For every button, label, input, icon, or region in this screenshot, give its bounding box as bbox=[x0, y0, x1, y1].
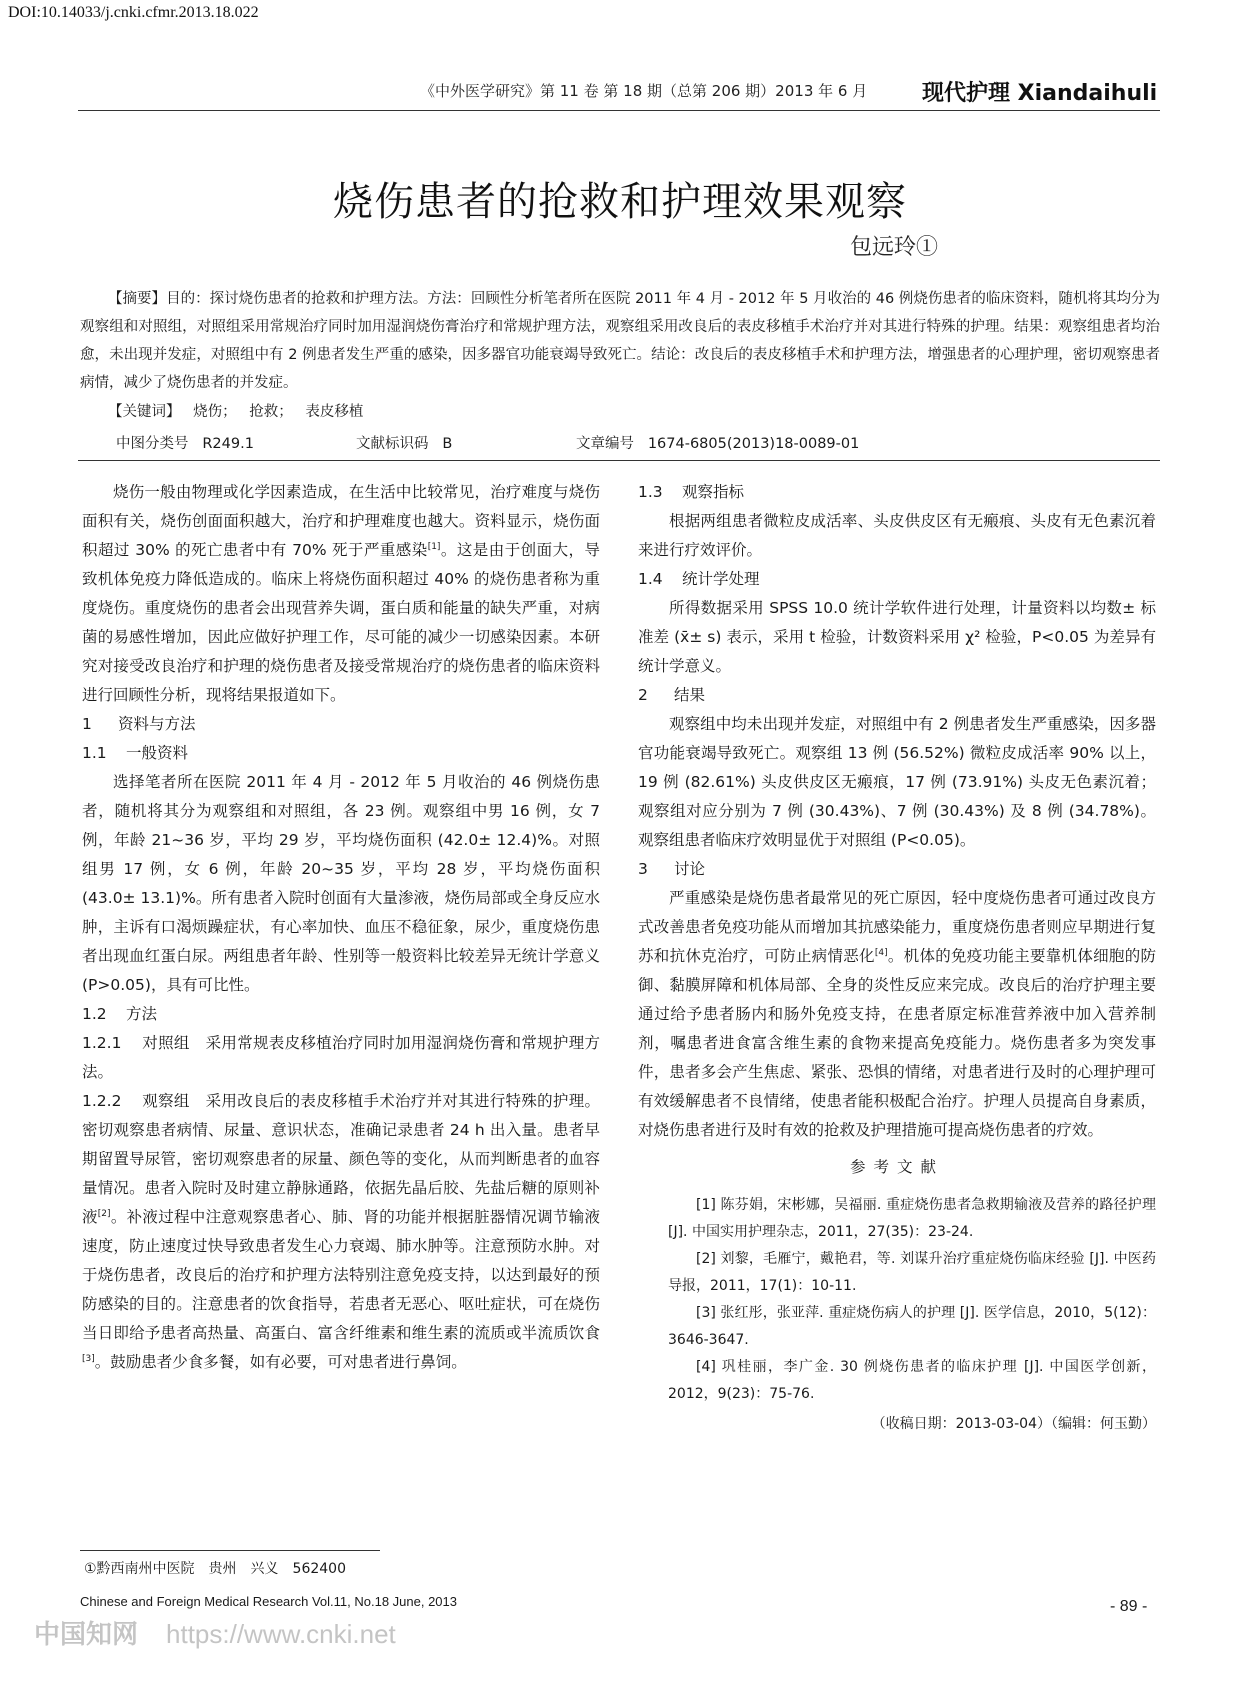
subsection-heading: 1.3 观察指标 bbox=[638, 483, 745, 501]
abstract bbox=[80, 285, 1160, 397]
subsection-heading: 1.4 统计学处理 bbox=[638, 570, 760, 588]
keyword: 表皮移植 bbox=[305, 404, 364, 420]
keyword: 烧伤； bbox=[193, 404, 237, 420]
header-rule bbox=[78, 110, 1160, 111]
subsection-heading: 1.1 一般资料 bbox=[82, 744, 189, 762]
reference-item: [1] 陈芬娟，宋彬娜，吴福丽. 重症烧伤患者急救期输液及营养的路径护理 [J]. 中国实用护理杂志，2011，27(35)：23-24. bbox=[668, 1197, 1156, 1240]
indicators-paragraph: 根据两组患者微粒皮成活率、头皮供皮区有无瘢痕、头皮有无色素沉着来进行疗效评价。 bbox=[638, 512, 1156, 559]
subsection-heading: 1.2 方法 bbox=[82, 1005, 158, 1023]
watermark-url: https://www.cnki.net bbox=[166, 1619, 396, 1649]
abstract-text: 目的：探讨烧伤患者的抢救和护理方法。方法：回顾性分析笔者所在医院 2011 年 4 月 - 2012 年 5 月收治的 46 例烧伤患者的临床资料，随机将其均分为观察组和对照组，对照组采用常规治疗同时加用湿润烧伤膏治疗和常规护理方法，观察组采用改良后的表皮移植手术治疗并对其进行特殊的护理。结果：观察组患者均治愈，未出现并发症，对照组中有 2 例患者发生严重的感染，因多器官功能衰竭导致死亡。结论：改良后的表皮移植手术和护理方法，增强患者的心理护理，密切观察患者病情，减少了烧伤患者的并发症。 bbox=[80, 291, 1161, 391]
reference-item: [3] 张红彤，张亚萍. 重症烧伤病人的护理 [J]. 医学信息，2010，5(12)：3646-3647. bbox=[668, 1305, 1156, 1348]
statistics-paragraph: 所得数据采用 SPSS 10.0 统计学软件进行处理，计量资料以均数± 标准差 (x̄± s) 表示，采用 t 检验，计数资料采用 χ² 检验，P<0.05 为差异有统计学意义。 bbox=[638, 599, 1156, 675]
observation-group-paragraph: 1.2.2 观察组 采用改良后的表皮移植手术治疗并对其进行特殊的护理。密切观察患者病情、尿量、意识状态，准确记录患者 24 h 出入量。患者早期留置导尿管，密切观察患者的尿量、颜色等的变化，从而判断患者的血容量情况。患者入院时及时建立静脉通路，依据先晶后胶、先盐后糖的原则补液[2]。补液过程中注意观察患者心、肺、肾的功能并根据脏器情况调节输液速度，防止速度过快导致患者发生心力衰竭、肺水肿等。注意预防水肿。对于烧伤患者，改良后的治疗和护理方法特别注意免疫支持，以达到最好的预防感染的目的。注意患者的饮食指导，若患者无恶心、呕吐症状，可在烧伤当日即给予患者高热量、高蛋白、富含纤维素和维生素的流质或半流质饮食[3]。鼓励患者少食多餐，如有必要，可对患者进行鼻饲。 bbox=[82, 1092, 600, 1371]
citation: [3] bbox=[82, 1353, 95, 1364]
classification-line bbox=[116, 432, 859, 453]
intro-paragraph: 烧伤一般由物理或化学因素造成，在生活中比较常见，治疗难度与烧伤面积有关，烧伤创面面积越大，治疗和护理难度也越大。资料显示，烧伤面积超过 30% 的死亡患者中有 70% 死于严重感染[1]。这是由于创面大，导致机体免疫力降低造成的。临床上将烧伤面积超过 40% 的烧伤患者称为重度烧伤。重度烧伤的患者会出现营养失调，蛋白质和能量的缺失严重，对病菌的易感性增加，因此应做好护理工作，尽可能的减少一切感染因素。本研究对接受改良治疗和护理的烧伤患者及接受常规治疗的烧伤患者的临床资料进行回顾性分析，现将结果报道如下。 bbox=[82, 483, 600, 704]
section-heading: 3 讨论 bbox=[638, 860, 706, 878]
affiliation-footnote: ①黔西南州中医院 贵州 兴义 562400 bbox=[84, 1561, 346, 1577]
right-column bbox=[638, 478, 1156, 1439]
control-group-paragraph: 1.2.1 对照组 采用常规表皮移植治疗同时加用湿润烧伤膏和常规护理方法。 bbox=[82, 1034, 600, 1081]
abstract-label: 【摘要】 bbox=[108, 291, 167, 307]
reference-item: [2] 刘黎，毛雁宁，戴艳君，等. 刘谋升治疗重症烧伤临床经验 [J]. 中医药导报，2011，17(1)：10-11. bbox=[668, 1251, 1156, 1294]
article-id: 文章编号 1674-6805(2013)18-0089-01 bbox=[576, 436, 860, 452]
doi: DOI:10.14033/j.cnki.cfmr.2013.18.022 bbox=[8, 4, 259, 21]
watermark-name: 中国知网 bbox=[34, 1620, 139, 1650]
cnki-watermark bbox=[34, 1614, 396, 1651]
citation: [1] bbox=[427, 541, 441, 552]
section-heading: 2 结果 bbox=[638, 686, 706, 704]
article-title: 烧伤患者的抢救和护理效果观察 bbox=[333, 179, 907, 225]
section-tag: 现代护理 Xiandaihuli bbox=[922, 81, 1158, 106]
results-paragraph: 观察组中均未出现并发症，对照组中有 2 例患者发生严重感染，因多器官功能衰竭导致死亡。观察组 13 例 (56.52%) 微粒皮成活率 90% 以上，19 例 (82.61%) 头皮供皮区无瘢痕，17 例 (73.91%) 头皮无色素沉着；观察组对应分别为 7 例 (30.43%)、7 例 (30.43%) 及 8 例 (34.78%)。观察组患者临床疗效明显优于对照组 (P<0.05)。 bbox=[638, 715, 1156, 849]
document-code: 文献标识码 B bbox=[356, 436, 453, 452]
general-data-paragraph: 选择笔者所在医院 2011 年 4 月 - 2012 年 5 月收治的 46 例烧伤患者，随机将其分为观察组和对照组，各 23 例。观察组中男 16 例，女 7 例，年龄 21~36 岁，平均 29 岁，平均烧伤面积 (42.0± 12.4)%。对照组男 17 例，女 6 例，年龄 20~35 岁，平均 28 岁，平均烧伤面积 (43.0± 13.1)%。所有患者入院时创面有大量渗液，烧伤局部或全身反应水肿，主诉有口渴烦躁症状，有心率加快、血压不稳征象，尿少，重度烧伤患者出现血红蛋白尿。两组患者年龄、性别等一般资料比较差异无统计学意义 (P>0.05)，具有可比性。 bbox=[82, 773, 600, 994]
citation: [2] bbox=[97, 1208, 111, 1219]
citation: [4] bbox=[874, 947, 888, 958]
keywords-label: 【关键词】 bbox=[108, 404, 181, 420]
discussion-paragraph: 严重感染是烧伤患者最常见的死亡原因，轻中度烧伤患者可通过改良方式改善患者免疫功能从而增加其抗感染能力，重度烧伤患者则应早期进行复苏和抗休克治疗，可防止病情恶化[4]。机体的免疫功能主要靠机体细胞的防御、黏膜屏障和机体局部、全身的炎性反应来完成。改良后的治疗护理主要通过给予患者肠内和肠外免疫支持，在患者原定标准营养液中加入营养制剂，嘱患者进食富含维生素的食物来提高免疫能力。烧伤患者多为突发事件，患者多会产生焦虑、紧张、恐惧的情绪，对患者进行及时的心理护理可有效缓解患者不良情绪，使患者能积极配合治疗。护理人员提高自身素质，对烧伤患者进行及时有效的抢救及护理措施可提高烧伤患者的疗效。 bbox=[638, 889, 1156, 1139]
keywords bbox=[108, 400, 363, 421]
section-heading: 1 资料与方法 bbox=[82, 715, 196, 733]
running-head: 《中外医学研究》第 11 卷 第 18 期（总第 206 期）2013 年 6 月 bbox=[420, 82, 868, 100]
footnote-rule bbox=[80, 1550, 380, 1551]
received-date: （收稿日期：2013-03-04）（编辑：何玉勤） bbox=[871, 1416, 1156, 1432]
references-heading: 参考文献 bbox=[849, 1158, 944, 1176]
reference-item: [4] 巩桂丽，李广金. 30 例烧伤患者的临床护理 [J]. 中国医学创新，2012，9(23)：75-76. bbox=[668, 1359, 1156, 1402]
clc-code: 中图分类号 R249.1 bbox=[116, 436, 254, 452]
author: 包远玲① bbox=[850, 235, 939, 260]
journal-footer: Chinese and Foreign Medical Research Vol.11, No.18 June, 2013 bbox=[80, 1594, 457, 1609]
keyword: 抢救； bbox=[249, 404, 293, 420]
page-number: - 89 - bbox=[1110, 1598, 1148, 1615]
left-column bbox=[82, 478, 600, 1377]
abstract-rule bbox=[78, 460, 1160, 461]
